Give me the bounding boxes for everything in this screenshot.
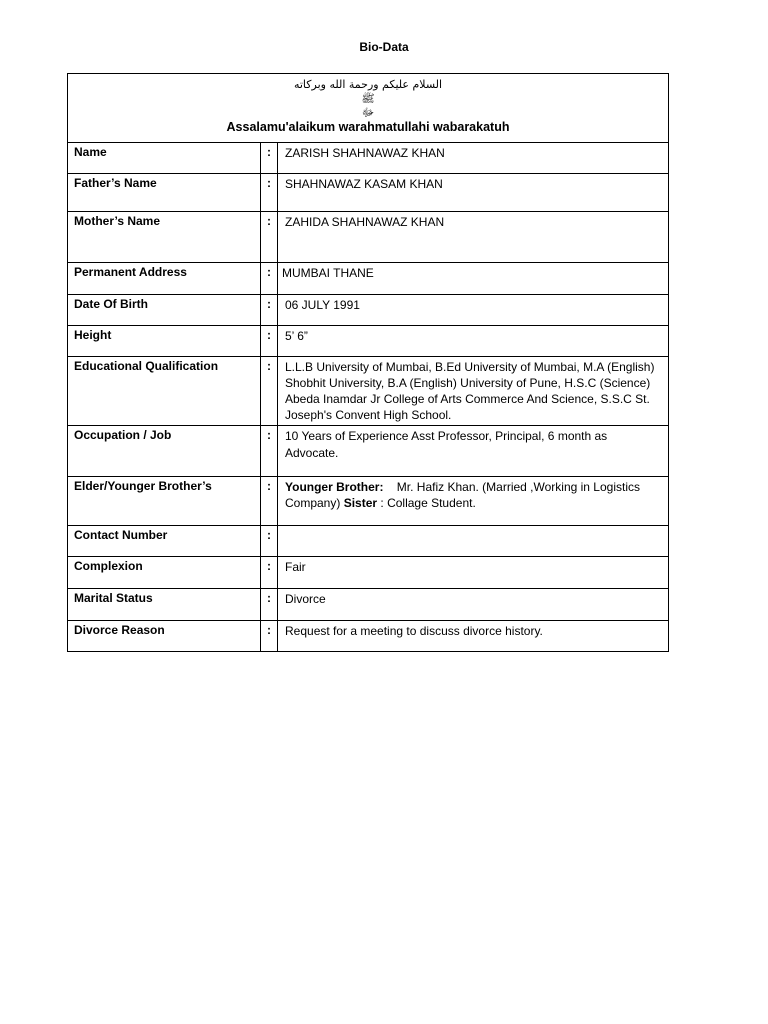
colon: : [261, 426, 278, 477]
table-row [68, 263, 669, 295]
table-row [68, 295, 669, 326]
colon: : [261, 621, 278, 652]
colon: : [261, 357, 278, 426]
education-label: Educational Qualification [68, 357, 261, 426]
complexion-label: Complexion [68, 557, 261, 589]
colon: : [261, 526, 278, 557]
divorce-reason-value: Request for a meeting to discuss divorce history. [278, 621, 669, 652]
colon: : [261, 589, 278, 621]
table-row [68, 526, 669, 557]
mother-name-value: ZAHIDA SHAHNAWAZ KHAN [278, 212, 669, 263]
brother-value: Mr. Hafiz Khan. (Married ,Working in Logistics Company) [285, 480, 644, 510]
colon: : [261, 174, 278, 212]
contact-number-value [278, 526, 669, 557]
arabic-greeting: السلام عليكم ورحمة الله وبركاته [293, 78, 443, 91]
mother-name-label: Mother’s Name [68, 212, 261, 263]
table-row [68, 557, 669, 589]
table-row [68, 477, 669, 526]
table-row [68, 143, 669, 174]
biodata-table [67, 73, 669, 652]
greeting-text: Assalamu'alaikum warahmatullahi wabarakatuh [226, 120, 510, 134]
colon: : [261, 295, 278, 326]
marital-status-value: Divorce [278, 589, 669, 621]
divorce-reason-label: Divorce Reason [68, 621, 261, 652]
arabic-salutation: ﷺ [361, 92, 375, 105]
colon: : [261, 326, 278, 357]
colon: : [261, 557, 278, 589]
dob-label: Date Of Birth [68, 295, 261, 326]
occupation-value: 10 Years of Experience Asst Professor, Principal, 6 month as Advocate. [278, 426, 669, 477]
header-row [68, 74, 669, 143]
table-row [68, 589, 669, 621]
arabic-blessing: ﷻ [361, 106, 375, 119]
complexion-value: Fair [278, 557, 669, 589]
table-row [68, 426, 669, 477]
document-title: Bio-Data [359, 40, 409, 54]
sister-label: Sister [343, 496, 378, 510]
colon: : [261, 143, 278, 174]
father-name-value: SHAHNAWAZ KASAM KHAN [278, 174, 669, 212]
table-row [68, 621, 669, 652]
occupation-label: Occupation / Job [68, 426, 261, 477]
father-name-label: Father’s Name [68, 174, 261, 212]
name-label: Name [68, 143, 261, 174]
colon: : [261, 263, 278, 295]
table-row [68, 357, 669, 426]
dob-value: 06 JULY 1991 [278, 295, 669, 326]
siblings-label: Elder/Younger Brother’s [68, 477, 261, 526]
table-row [68, 326, 669, 357]
height-label: Height [68, 326, 261, 357]
marital-status-label: Marital Status [68, 589, 261, 621]
permanent-address-label: Permanent Address [68, 263, 261, 295]
permanent-address-value: MUMBAI THANE [278, 263, 669, 295]
colon: : [261, 212, 278, 263]
name-value: ZARISH SHAHNAWAZ KHAN [278, 143, 669, 174]
education-value: L.L.B University of Mumbai, B.Ed University of Mumbai, M.A (English) Shobhit University, B.A (English) University of Pune, H.S.C (Science) Abeda Inamdar Jr College of Arts Commerce And Science, S.S.C St. Joseph's Convent High School. [278, 357, 669, 426]
colon: : [261, 477, 278, 526]
greeting-cell [68, 74, 669, 143]
table-row [68, 174, 669, 212]
contact-number-label: Contact Number [68, 526, 261, 557]
table-row [68, 212, 669, 263]
sister-value: : Collage Student. [377, 496, 476, 510]
height-value: 5’ 6” [278, 326, 669, 357]
brother-label: Younger Brother: [285, 480, 384, 494]
siblings-value [278, 477, 669, 526]
